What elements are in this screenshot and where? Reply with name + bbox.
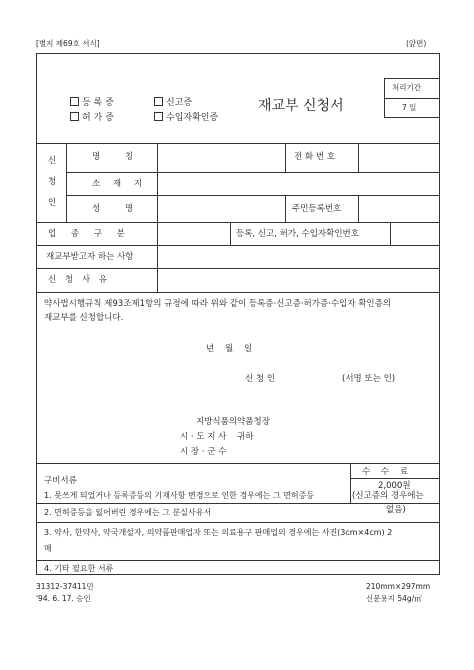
option-importer: 수입자확인증 bbox=[154, 110, 218, 123]
reason-label: 신 청 사 유 bbox=[48, 275, 107, 285]
checkbox-icon bbox=[154, 112, 163, 121]
checkbox-icon bbox=[70, 112, 79, 121]
name-label: 명 칭 bbox=[92, 152, 134, 162]
statement-line-2: 재교부를 신청합니다. bbox=[44, 313, 124, 323]
date-line: 년 월 일 bbox=[206, 344, 253, 354]
checkbox-icon bbox=[70, 97, 79, 106]
attachment-item-4: 4. 기타 필요한 서류 bbox=[44, 564, 114, 573]
processing-period-label: 처리기간 bbox=[392, 83, 421, 92]
recipient-line-2: 시 · 도 지 사 귀하 bbox=[180, 432, 254, 442]
applicant-side-label-2: 청 bbox=[48, 177, 57, 187]
recipient-line-3: 시 장 · 군 수 bbox=[180, 447, 227, 457]
applicant-side-label-1: 신 bbox=[48, 156, 57, 166]
applicant-side-label-3: 인 bbox=[48, 198, 57, 208]
business-type-label: 업 종 구 분 bbox=[48, 229, 125, 239]
applicant-signature-label: 신 청 인 bbox=[245, 374, 276, 384]
attachment-item-2: 2. 면허증등을 잃어버린 경우에는 그 분실사유서 bbox=[44, 508, 212, 517]
form-code: 31312-37411민 bbox=[36, 582, 94, 591]
option-permit: 허 가 증 bbox=[70, 110, 114, 123]
approval-date: '94. 6. 17. 승인 bbox=[36, 594, 91, 603]
paper-type: 신문용지 54g/㎡ bbox=[366, 594, 422, 603]
option-registration: 등 록 증 bbox=[70, 95, 114, 108]
option-report: 신고증 bbox=[154, 95, 192, 108]
attachment-item-3-cont: 매 bbox=[44, 544, 52, 553]
form-number-label: [별지 제69호 서식] bbox=[36, 39, 100, 48]
phone-label: 전 화 번 호 bbox=[294, 152, 335, 162]
page-side-label: (앞면) bbox=[406, 39, 427, 48]
resident-number-label: 주민등록번호 bbox=[292, 204, 342, 214]
fee-note-line-2: 없음) bbox=[386, 505, 406, 515]
statement-line-1: 약사법시행규칙 제93조제1항의 규정에 따라 위와 같이 등록증·신고증·허가증·수입자 확인증의 bbox=[44, 299, 392, 309]
attachment-item-1: 1. 못쓰게 되었거나 등록증등의 기재사항 변경으로 인한 경우에는 그 면허증등 bbox=[44, 491, 315, 500]
fee-label: 수 수 료 bbox=[362, 467, 409, 477]
checkbox-icon bbox=[154, 97, 163, 106]
license-number-label: 등록, 신고, 허가, 수입자확인번호 bbox=[236, 229, 359, 239]
processing-period-value: 7 일 bbox=[402, 103, 417, 112]
reissue-item-label: 재교부받고자 하는 사항 bbox=[46, 252, 134, 262]
address-label: 소 재 지 bbox=[92, 179, 143, 189]
paper-size: 210mm×297mm bbox=[366, 582, 431, 591]
attachments-title: 구비서류 bbox=[44, 476, 77, 486]
fee-note-line-1: (신고증의 경우에는 bbox=[352, 491, 424, 501]
form-title: 재교부 신청서 bbox=[258, 98, 344, 114]
fee-value: 2,000원 bbox=[378, 481, 411, 491]
attachment-item-3: 3. 약사, 한약사, 약국개설자, 의약품판매업자 또는 의료용구 판매업의 경우에는 사진(3cm×4cm) 2 bbox=[44, 528, 393, 537]
recipient-line-1: 지방식품의약품청장 bbox=[196, 417, 270, 427]
person-name-label: 성 명 bbox=[92, 204, 134, 214]
sign-note: (서명 또는 인) bbox=[342, 374, 396, 384]
